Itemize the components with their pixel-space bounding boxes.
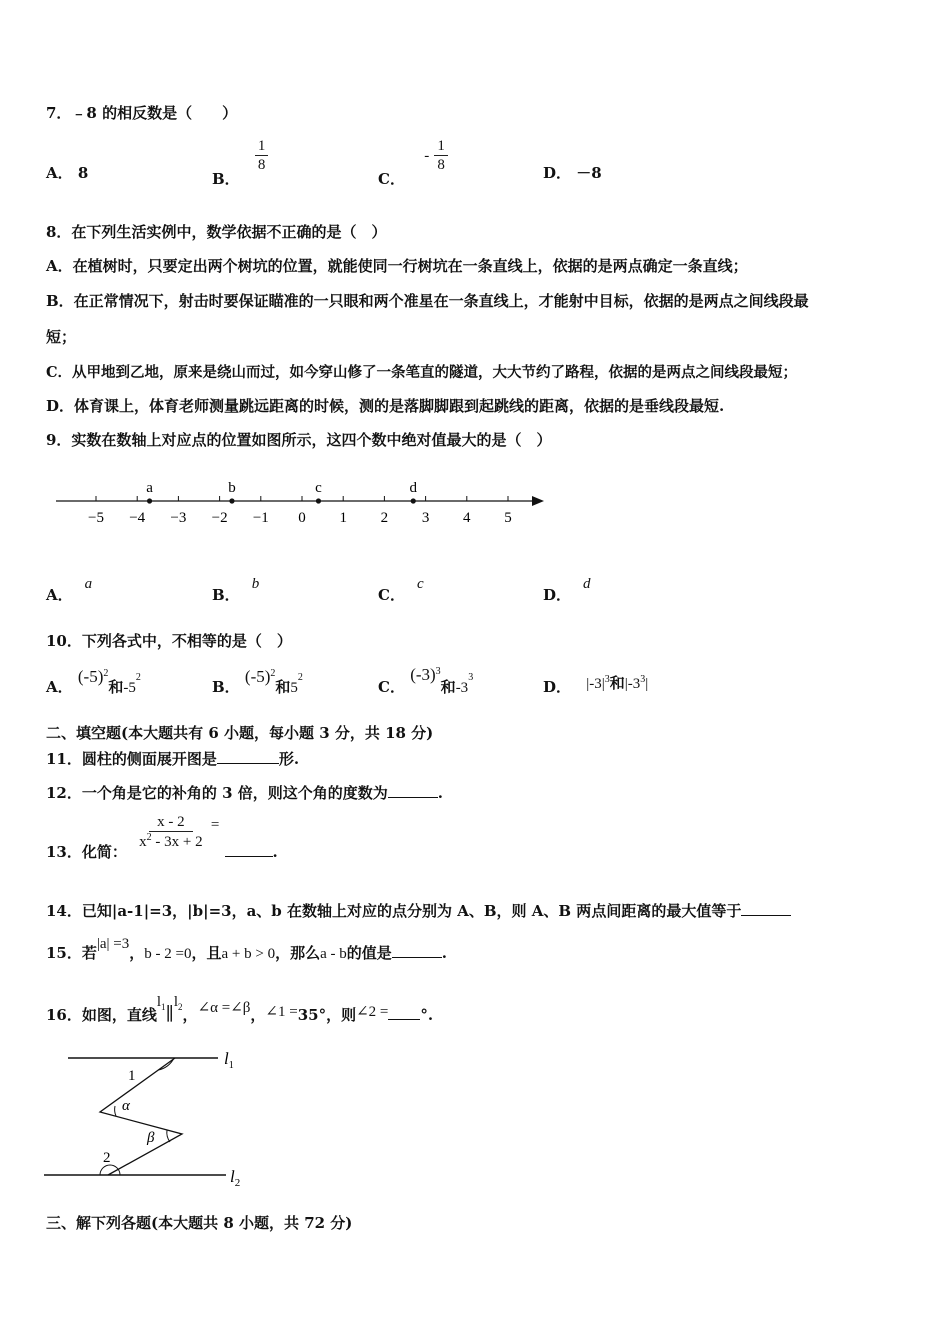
q7-stem: 7．﹣8 的相反数是（ ） [46,104,238,122]
q13-blank[interactable] [225,856,273,857]
q9-option-c: C．c [378,576,424,604]
q7-option-a: A． 8 [46,164,89,182]
q15-blank[interactable] [392,957,442,958]
label-beta: β [147,1130,155,1146]
q8-option-d: D．体育课上，体育老师测量跳远距离的时候，测的是落脚脚跟到起跳线的距离，依据的是垂线段最短. [46,397,725,415]
q14: 14．已知|a-1|=3，|b|=3，a、b 在数轴上对应的点分别为 A、B，则 A、B 两点间距离的最大值等于 [46,900,791,921]
number-line-tick-label: 4 [463,510,471,526]
number-line-point-label-c: c [315,480,322,496]
q10-option-a: A． $(-5)^2$和$-5^2$ [46,667,141,696]
angle-alpha-arc [115,1106,116,1116]
label-l2: $l_2$ [230,1167,241,1189]
label-angle-1: 1 [128,1068,136,1084]
number-line-tick-label: 3 [421,510,430,526]
q8-stem: 8．在下列生活实例中，数学依据不正确的是（ ） [46,223,387,241]
q13: 13．化简： $\frac{x - 2}{x^2 - 3x + 2}$ = . [46,814,278,861]
q7-option-b: B． $\frac{1}{8}$ [212,138,268,174]
number-line-point-b [229,498,234,503]
number-line-point-label-a: a [146,480,153,496]
q14-blank[interactable] [741,915,791,916]
number-line-point-label-b: b [228,480,236,496]
section-2-heading: 二、填空题(本大题共有 6 小题，每小题 3 分，共 18 分) [46,724,434,742]
number-line-tick-label: 5 [504,510,512,526]
number-line-tick-label: 2 [380,510,389,526]
label-l1: $l_1$ [224,1049,234,1071]
section-3-heading: 三、解下列各题(本大题共 8 小题，共 72 分) [46,1214,353,1232]
q9-option-b: B．b [212,576,260,604]
q16: 16．如图，直线$l_1\parallel l_2$，∠α =∠β，∠1 =35°，则∠2 = °. [46,994,434,1024]
q11-blank[interactable] [217,763,279,764]
q12: 12．一个角是它的补角的 3 倍，则这个角的度数为 . [46,784,443,802]
q10-stem: 10．下列各式中，不相等的是（ ） [46,632,292,650]
label-alpha: α [122,1098,130,1114]
q15: 15．若|a| =3，b - 2 =0，且a + b > 0，那么a - b的值是 . [46,936,447,962]
q9-stem: 9．实数在数轴上对应点的位置如图所示，这四个数中绝对值最大的是（ ） [46,431,552,449]
number-line-tick-label: 1 [339,510,347,526]
q8-option-a: A．在植树时，只要定出两个树坑的位置，就能使同一行树坑在一条直线上，依据的是两点确定一条直线； [46,257,748,275]
q10-option-c: C． $(-3)^3$和$-3^3$ [378,665,474,696]
q8-option-b-line1: B．在正常情况下，射击时要保证瞄准的一只眼和两个准星在一条直线上，才能射中目标，依据的是两点之间线段最 [46,292,809,310]
q7-option-c: C． - $\frac{1}{8}$ [378,138,448,174]
q10-option-d: D． $|-3|^3$和$|-3^3|$ [543,674,649,696]
q16-blank[interactable] [388,1019,420,1020]
number-line-point-label-d: d [409,480,417,496]
zigzag-path [100,1058,182,1175]
number-line-tick-label: −4 [129,510,146,526]
parallel-lines-figure [40,1044,260,1194]
number-line-tick-label: −1 [252,510,269,526]
number-line-tick-label: −5 [88,510,104,526]
q8-option-b-line2: 短； [46,328,77,346]
number-line-tick-label: 0 [298,510,306,526]
number-line-tick-label: −3 [170,510,187,526]
label-angle-2: 2 [103,1150,111,1166]
q9-option-a: A．a [46,576,93,604]
q12-blank[interactable] [388,797,438,798]
number-line-tick-label: −2 [211,510,228,526]
q8-option-c: C．从甲地到乙地，原来是绕山而过，如今穿山修了一条笔直的隧道，大大节约了路程，依据的是两点之间线段最短； [46,364,798,381]
q10-option-b: B． $(-5)^2$和$5^2$ [212,667,303,696]
number-line-arrow [532,496,544,506]
number-line-point-d [411,498,416,503]
q9-option-d: D．d [543,576,591,604]
q7-option-d: D． －8 [543,164,602,182]
number-line-point-a [147,498,152,503]
number-line-point-c [316,498,321,503]
q11: 11．圆柱的侧面展开图是 形. [46,750,300,768]
number-line-figure [50,470,550,530]
